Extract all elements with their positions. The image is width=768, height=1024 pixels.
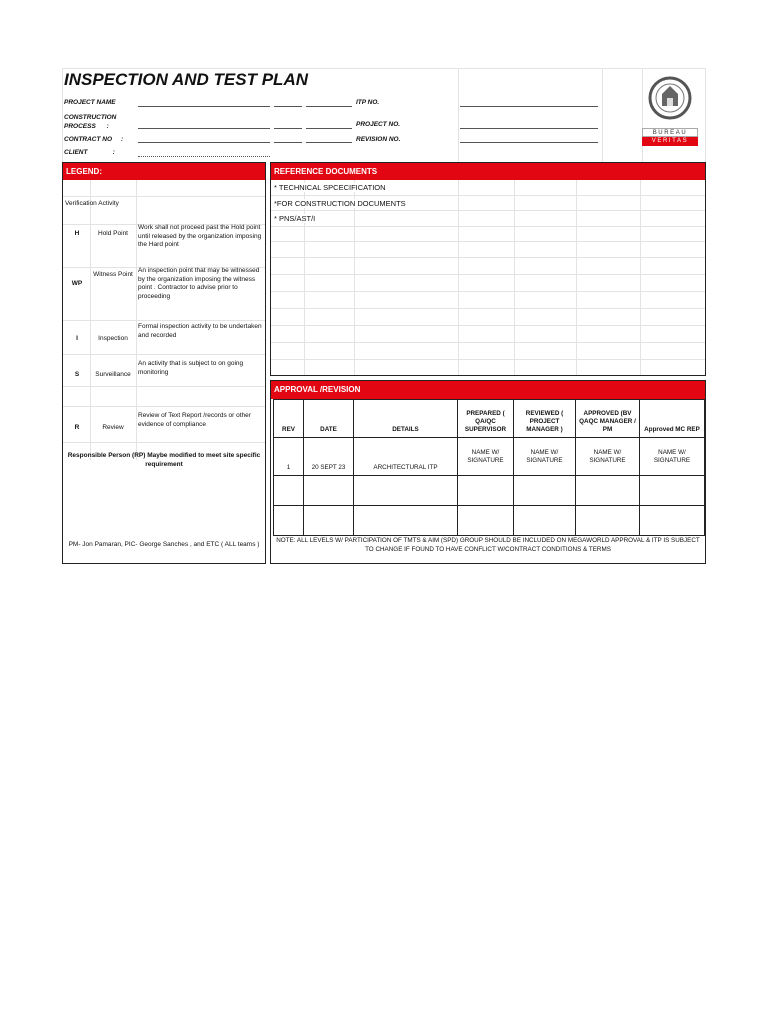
logo-text-top: BUREAU: [642, 128, 698, 137]
revision-no-label: REVISION NO.: [356, 136, 401, 143]
legend-code-wp: WP: [71, 280, 83, 287]
approval-title: APPROVAL /REVISION: [271, 381, 705, 399]
itp-no-label: ITP NO.: [356, 99, 380, 106]
document-title: INSPECTION AND TEST PLAN: [64, 70, 308, 89]
client-label: CLIENT :: [64, 149, 115, 156]
legend-desc-review: Review of Text Report /records or other evidence of compliance: [138, 412, 251, 428]
cell-prepared: NAME W/ SIGNATURE: [458, 438, 514, 476]
construction-label: CONSTRUCTION: [64, 114, 117, 121]
legend-name-hold: Hold Point: [98, 230, 128, 237]
itp-sheet: [62, 68, 706, 564]
cell-approved: NAME W/ SIGNATURE: [576, 438, 640, 476]
bureau-veritas-seal-icon: [647, 72, 693, 130]
responsible-person-note: Responsible Person (RP) Maybe modified to meet site specific requirement: [67, 452, 261, 468]
project-no-label: PROJECT NO.: [356, 121, 401, 128]
project-name-field[interactable]: [138, 106, 270, 107]
legend-name-witness: Witness Point: [93, 271, 133, 278]
legend-desc-inspection: Formal inspection activity to be undertaken and recorded: [138, 323, 262, 339]
reference-title: REFERENCE DOCUMENTS: [271, 163, 705, 180]
cell-mc-rep: NAME W/ SIGNATURE: [640, 438, 705, 476]
col-details: DETAILS: [354, 400, 458, 438]
col-rev: REV: [274, 400, 304, 438]
legend-name-surveillance: Surveillance: [95, 371, 131, 378]
construction-process-field[interactable]: [138, 128, 270, 129]
col-reviewed: REVIEWED ( PROJECT MANAGER ): [514, 400, 576, 438]
logo-text-bottom: VERITAS: [642, 137, 698, 146]
client-field[interactable]: [138, 156, 270, 157]
revision-no-field[interactable]: [460, 142, 598, 143]
contract-no-field[interactable]: [138, 142, 270, 143]
legend-name-inspection: Inspection: [98, 335, 128, 342]
cell-rev: 1: [274, 438, 304, 476]
process-label: PROCESS :: [64, 123, 109, 130]
project-name-label: PROJECT NAME: [64, 99, 116, 106]
reference-item: * TECHNICAL SPCECIFICATION: [274, 183, 386, 192]
project-no-field[interactable]: [460, 128, 598, 129]
cell-details: ARCHITECTURAL ITP: [354, 438, 458, 476]
col-approved: APPROVED (BV QAQC MANAGER / PM: [576, 400, 640, 438]
legend-desc-witness: An inspection point that may be witnessed by the organization imposing the witness point . Contractor to advise prior to proceeding: [138, 267, 260, 300]
legend-desc-surveillance: An activity that is subject to on going monitoring: [138, 360, 244, 376]
table-row: [274, 476, 705, 506]
approval-table: [273, 399, 705, 536]
approval-note: NOTE: ALL LEVELS W/ PARTICIPATION OF TMTS & AIM (SPD) GROUP SHOULD BE INCLUDED ON MEGAWORLD APPROVAL & ITP IS SUBJECT TO CHANGE IF FOUND TO HAVE CONFLICT W/CONTRACT CONDITIONS & TERMS: [276, 537, 700, 553]
table-row: [274, 438, 705, 476]
cell-date: 20 SEPT 23: [304, 438, 354, 476]
col-mc-rep: Approved MC REP: [640, 400, 705, 438]
legend-code-h: H: [74, 230, 80, 237]
legend-name-review: Review: [102, 424, 124, 431]
legend-code-r: R: [74, 424, 80, 431]
contract-no-label: CONTRACT NO :: [64, 136, 124, 143]
reference-item: * PNS/AST/I: [274, 214, 316, 223]
reference-item: *FOR CONSTRUCTION DOCUMENTS: [274, 199, 406, 208]
itp-no-field[interactable]: [460, 106, 598, 107]
verification-activity-label: Verification Activity: [65, 200, 119, 207]
legend-code-i: I: [76, 335, 78, 342]
col-date: DATE: [304, 400, 354, 438]
table-row: [274, 506, 705, 536]
legend-desc-hold: Work shall not proceed past the Hold point until released by the organization imposing the Hard point: [138, 224, 262, 248]
col-prepared: PREPARED ( QA/QC SUPERVISOR: [458, 400, 514, 438]
pm-note: PM- Jon Pamaran, PIC- George Sanches , and ETC ( ALL teams ): [68, 541, 260, 548]
legend-code-s: S: [74, 371, 80, 378]
cell-reviewed: NAME W/ SIGNATURE: [514, 438, 576, 476]
legend-title: LEGEND:: [63, 163, 265, 180]
